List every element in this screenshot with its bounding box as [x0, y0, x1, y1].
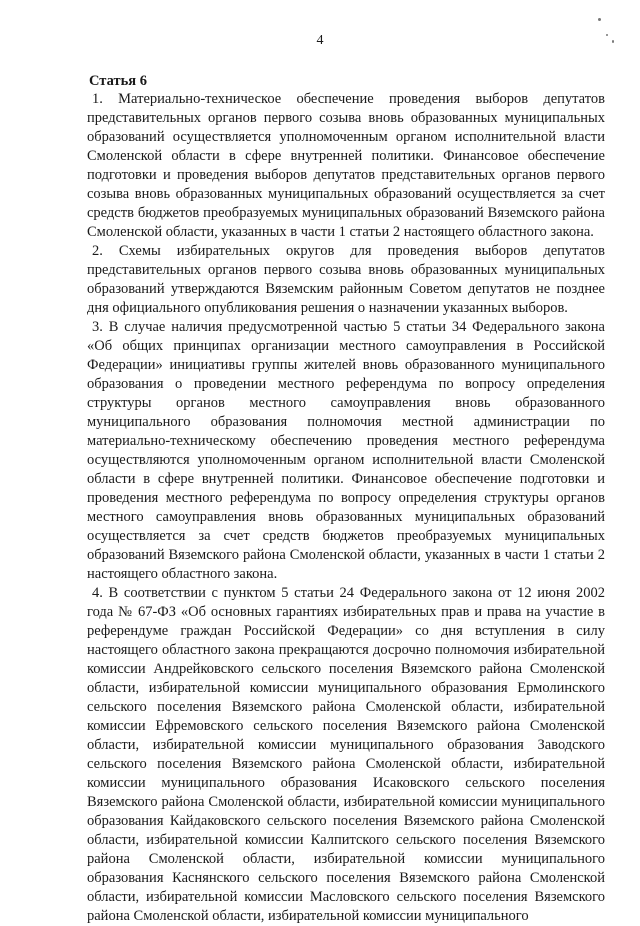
paragraph-1: 1. Материально-техническое обеспечение проведения выборов депутатов представительных органов первого созыва вновь образованных муниципальных образований осуществляется уполномоченным органом исполнительной власти Смоленской области в сфере внутренней политики. Финансовое обеспечение подготовки и проведения выборов депутатов представительных органов первого созыва вновь образованных муниципальных образований осуществляется за счет средств бюджетов преобразуемых муниципальных образований Вяземского района Смоленской области, указанных в части 1 статьи 2 настоящего областного закона.: [87, 91, 605, 240]
scan-speck: [612, 40, 614, 43]
paragraph-2: 2. Схемы избирательных округов для проведения выборов депутатов представительных органов первого созыва вновь образованных муниципальных образований утверждаются Вяземским районным Советом депутатов не позднее дня официального опубликования решения о назначении указанных выборов.: [87, 243, 605, 316]
article-heading: Статья 6: [89, 73, 147, 89]
document-body: [87, 72, 605, 926]
page-number: 4: [316, 33, 324, 48]
scan-speck: [598, 18, 601, 21]
paragraph-3: 3. В случае наличия предусмотренной частью 5 статьи 34 Федерального закона «Об общих принципах организации местного самоуправления в Российской Федерации» инициативы группы жителей вновь образованного муниципального образования о проведении местного референдума по вопросу определения структуры органов местного самоуправления вновь образованного муниципального образования полномочия местной администрации по материально-техническому обеспечению проведения местного референдума осуществляются уполномоченным органом исполнительной власти Смоленской области в сфере внутренней политики. Финансовое обеспечение подготовки и проведения местного референдума по вопросу определения структуры органов местного самоуправления вновь образованных муниципальных образований осуществляется за счет средств бюджетов преобразуемых муниципальных образований Вяземского района Смоленской области, указанных в части 1 статьи 2 настоящего областного закона.: [87, 319, 605, 582]
paragraph-4: 4. В соответствии с пунктом 5 статьи 24 Федерального закона от 12 июня 2002 года № 67-ФЗ «Об основных гарантиях избирательных прав и права на участие в референдуме граждан Российской Федерации» со дня вступления в силу настоящего областного закона прекращаются досрочно полномочия избирательной комиссии Андрейковского сельского поселения Вяземского района Смоленской области, избирательной комиссии муниципального образования Ермолинского сельского поселения Вяземского района Смоленской области, избирательной комиссии Ефремовского сельского поселения Вяземского района Смоленской области, избирательной комиссии муниципального образования Заводского сельского поселения Вяземского района Смоленской области, избирательной комиссии муниципального образования Исаковского сельского поселения Вяземского района Смоленской области, избирательной комиссии муниципального образования Кайдаковского сельского поселения Вяземского района Смоленской области, избирательной комиссии Калпитского сельского поселения Вяземского района Смоленской области, избирательной комиссии муниципального образования Каснянского сельского поселения Вяземского района Смоленской области, избирательной комиссии Масловского сельского поселения Вяземского района Смоленской области, избирательной комиссии муниципального: [87, 585, 605, 924]
scan-speck: [606, 34, 608, 36]
